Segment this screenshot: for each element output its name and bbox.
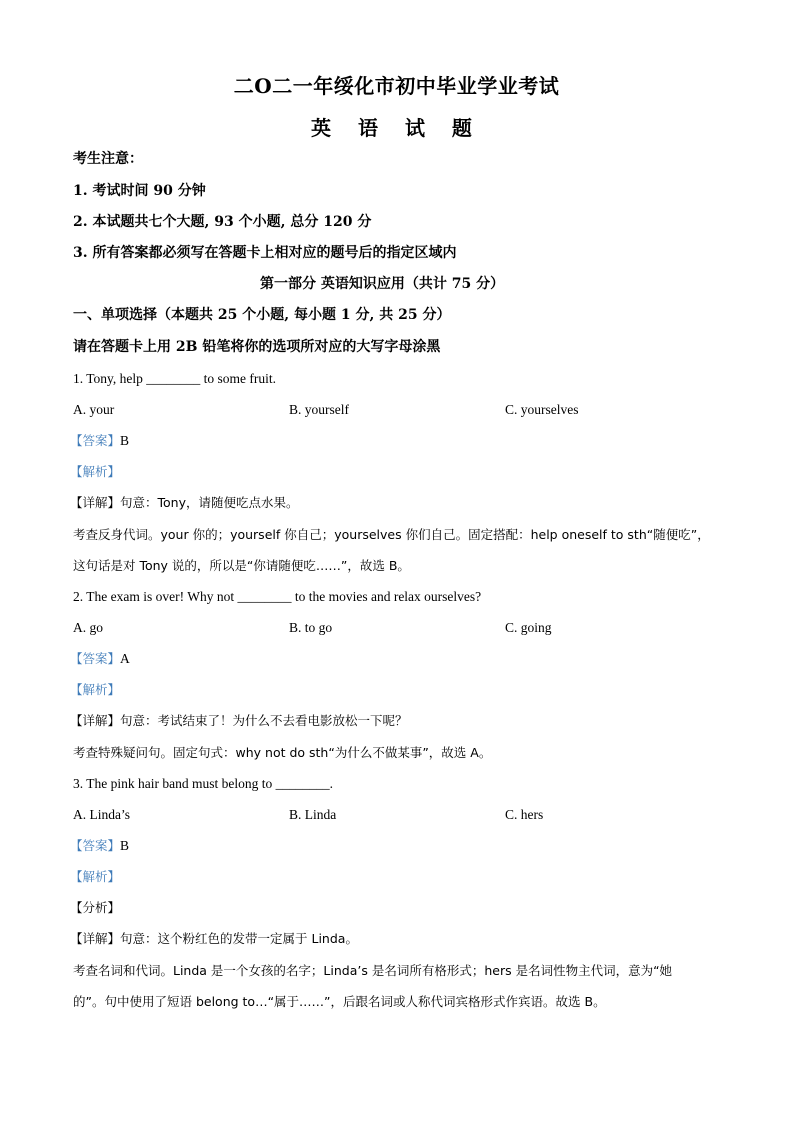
- question-3-stem: 3. The pink hair band must belong to ________.: [73, 776, 333, 791]
- question-3-option-a: A. Linda’s: [73, 807, 130, 822]
- answer-value: B: [120, 838, 130, 853]
- question-2-option-b: B. to go: [289, 620, 333, 635]
- question-1-explanation-2: 这句话是对 Tony 说的，所以是“你请随便吃……”，故选 B。: [73, 558, 410, 573]
- question-3-explanation-1: 考查名词和代词。Linda 是一个女孩的名字；Linda’s 是名词所有格形式；hers 是名词性物主代词，意为“她: [73, 963, 673, 978]
- question-3-option-b: B. Linda: [289, 807, 337, 822]
- answer-label: 【答案】: [70, 651, 121, 666]
- section-instruction: 请在答题卡上用 2B 铅笔将你的选项所对应的大写字母涂黑: [73, 339, 441, 355]
- question-3-answer: [70, 837, 129, 855]
- question-2-detail: [70, 712, 408, 730]
- question-2-analysis-label: 【解析】: [70, 682, 121, 697]
- question-1-stem: 1. Tony, help ________ to some fruit.: [73, 371, 277, 386]
- answer-value: B: [120, 433, 130, 448]
- detail-text: 句意：考试结束了！为什么不去看电影放松一下呢？: [120, 713, 408, 728]
- question-2-explanation-1: 考查特殊疑问句。固定句式：why not do sth“为什么不做某事”，故选 A。: [73, 745, 492, 760]
- exam-subtitle: 英 语 试 题: [311, 116, 482, 140]
- notice-heading: 考生注意：: [73, 151, 143, 167]
- question-1-option-c: C. yourselves: [505, 402, 579, 417]
- question-1-explanation-1: 考查反身代词。your 你的；yourself 你自己；yourselves 你们自己。固定搭配：help oneself to sth“随便吃”，: [73, 527, 710, 542]
- question-3-option-c: C. hers: [505, 807, 544, 822]
- detail-text: 句意：这个粉红色的发带一定属于 Linda。: [120, 931, 358, 946]
- question-3-analysis2-label: 【分析】: [70, 900, 121, 915]
- answer-value: A: [120, 651, 130, 666]
- question-1-analysis-label: 【解析】: [70, 464, 121, 479]
- question-1-answer: [70, 432, 129, 450]
- detail-text: 句意：Tony，请随便吃点水果。: [120, 495, 299, 510]
- question-2-stem: 2. The exam is over! Why not ________ to the movies and relax ourselves?: [73, 589, 482, 604]
- question-2-answer: [70, 650, 130, 668]
- notice-item-1: 1. 考试时间 90 分钟: [73, 183, 206, 199]
- question-3-analysis-label: 【解析】: [70, 869, 121, 884]
- detail-label: 【详解】: [70, 931, 121, 946]
- section-title: 一、单项选择（本题共 25 个小题, 每小题 1 分, 共 25 分）: [73, 307, 451, 323]
- part-title: 第一部分 英语知识应用（共计 75 分）: [260, 276, 505, 292]
- question-3-explanation-2: 的”。句中使用了短语 belong to…“属于……”，后跟名词或人称代词宾格形式作宾语。故选 B。: [73, 994, 606, 1009]
- answer-label: 【答案】: [70, 838, 121, 853]
- notice-item-2: 2. 本试题共七个大题, 93 个小题, 总分 120 分: [73, 214, 372, 230]
- answer-label: 【答案】: [70, 433, 121, 448]
- question-2-option-c: C. going: [505, 620, 552, 635]
- question-1-option-b: B. yourself: [289, 402, 349, 417]
- question-2-option-a: A. go: [73, 620, 103, 635]
- detail-label: 【详解】: [70, 713, 121, 728]
- question-3-detail: [70, 930, 358, 948]
- question-1-detail: [70, 494, 299, 512]
- question-1-option-a: A. your: [73, 402, 115, 417]
- notice-item-3: 3. 所有答案都必须写在答题卡上相对应的题号后的指定区域内: [73, 245, 457, 261]
- detail-label: 【详解】: [70, 495, 121, 510]
- exam-title: 二O二一年绥化市初中毕业学业考试: [233, 74, 560, 98]
